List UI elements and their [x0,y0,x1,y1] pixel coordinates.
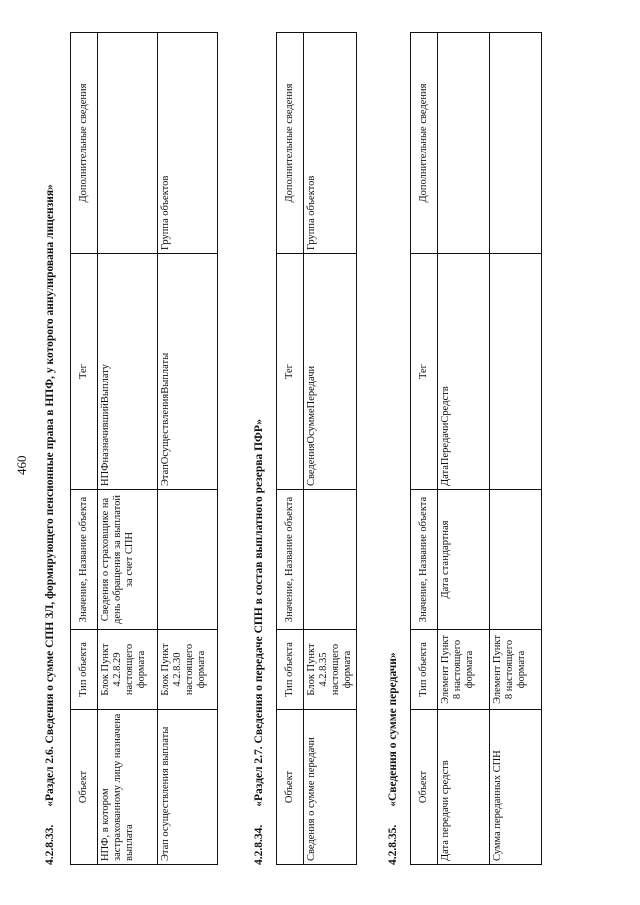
header-object: Объект [277,710,304,865]
table-section-2-7 [276,32,357,865]
table-header-row [277,33,304,865]
cell-object: НПФ, в котором застрахованному лицу назначена выплата [98,710,158,865]
cell-type: Блок Пункт 4.2.8.29 настоящего формата [98,630,158,710]
section-heading: 4.2.8.35.«Сведения о сумме передачи» [387,652,399,865]
header-extra: Дополнительные сведения [411,33,438,254]
header-type: Тип объекта [71,630,98,710]
cell-extra [490,33,542,254]
table-row [158,33,218,865]
cell-extra [438,33,490,254]
table-row [438,33,490,865]
header-tag: Тег [71,254,98,490]
header-extra: Дополнительные сведения [71,33,98,254]
cell-type: Элемент Пункт 8 настоящего формата [438,630,490,710]
cell-tag: ДатаПередачиСредств [438,254,490,490]
cell-extra: Группа объектов [304,33,357,254]
cell-tag: СведенияОсуммеПередачи [304,254,357,490]
page-number: 460 [14,455,29,475]
cell-extra: Группа объектов [158,33,218,254]
cell-value: Дата стандартная [438,490,490,630]
header-extra: Дополнительные сведения [277,33,304,254]
cell-tag: НПФназначившийВыплату [98,254,158,490]
header-value: Значение, Название объекта [71,490,98,630]
table-header-row [411,33,438,865]
table-row [304,33,357,865]
table-row [490,33,542,865]
section-heading: 4.2.8.33.«Раздел 2.6. Сведения о сумме СПН ЗЛ, формирующего пенсионные права в НПФ, у которого аннулирована лицензия» [44,184,56,865]
cell-object: Дата передачи средств [438,710,490,865]
cell-tag [490,254,542,490]
table-row [98,33,158,865]
table-svedeniya-o-summe [410,32,542,865]
cell-value [304,490,357,630]
cell-value: Сведения о страховщике на день обращения за выплатой за счет СПН [98,490,158,630]
cell-tag: ЭтапОсуществленияВыплаты [158,254,218,490]
header-type: Тип объекта [411,630,438,710]
section-heading: 4.2.8.34.«Раздел 2.7. Сведения о передаче СПН в состав выплатного резерва ПФР» [253,419,265,865]
cell-type: Блок Пункт 4.2.8.35 настоящего формата [304,630,357,710]
header-tag: Тег [277,254,304,490]
cell-value [158,490,218,630]
table-header-row [71,33,98,865]
cell-type: Блок Пункт 4.2.8.30 настоящего формата [158,630,218,710]
cell-extra [98,33,158,254]
cell-type: Элемент Пункт 8 настоящего формата [490,630,542,710]
table-section-2-6 [70,32,218,865]
cell-object: Сумма переданных СПН [490,710,542,865]
header-value: Значение, Название объекта [411,490,438,630]
header-object: Объект [71,710,98,865]
header-value: Значение, Название объекта [277,490,304,630]
cell-object: Сведения о сумме передачи [304,710,357,865]
header-tag: Тег [411,254,438,490]
header-object: Объект [411,710,438,865]
header-type: Тип объекта [277,630,304,710]
cell-value [490,490,542,630]
cell-object: Этап осуществления выплаты [158,710,218,865]
